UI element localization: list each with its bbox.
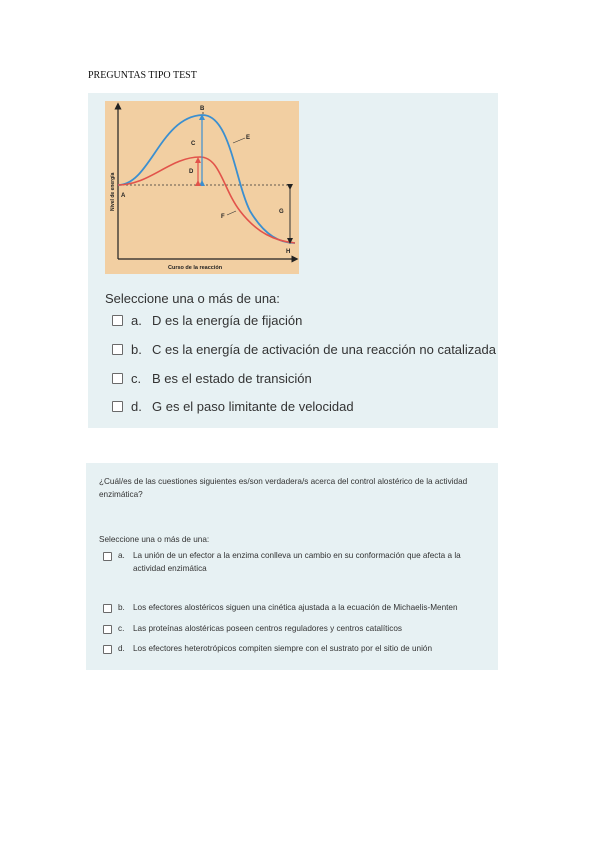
- option-text: Los efectores alostéricos siguen una cinética ajustada a la ecuación de Michaelis-Menten: [133, 603, 458, 612]
- question-card-1: [88, 93, 498, 428]
- checkbox[interactable]: [103, 604, 112, 613]
- y-axis-label: Nivel de energía: [110, 172, 116, 211]
- checkbox[interactable]: [112, 315, 123, 326]
- option-text: B es el estado de transición: [152, 370, 312, 386]
- label-g: G: [279, 209, 284, 215]
- option-letter: a.: [118, 551, 125, 560]
- checkbox[interactable]: [103, 625, 112, 634]
- checkbox[interactable]: [112, 373, 123, 384]
- checkbox[interactable]: [103, 645, 112, 654]
- label-d: D: [189, 169, 194, 175]
- label-c: C: [191, 141, 196, 147]
- option-letter: a.: [131, 312, 142, 328]
- option-letter: b.: [118, 603, 125, 612]
- label-f: F: [221, 214, 225, 220]
- label-b: B: [200, 106, 205, 112]
- question2-prompt: Seleccione una o más de una:: [99, 535, 210, 544]
- option-letter: d.: [131, 398, 142, 414]
- label-e: E: [246, 135, 251, 141]
- document-heading: PREGUNTAS TIPO TEST: [88, 70, 197, 81]
- label-h: H: [286, 249, 291, 255]
- question-card-2: [86, 463, 498, 670]
- option-text: La unión de un efector a la enzima conlleva un cambio en su conformación que afecta a la actividad enzimática: [133, 551, 461, 573]
- option-text: Las proteínas alostéricas poseen centros reguladores y centros catalíticos: [133, 624, 402, 633]
- option-letter: c.: [131, 370, 142, 386]
- option-text: C es la energía de activación de una reacción no catalizada: [152, 341, 496, 357]
- option-letter: c.: [118, 624, 125, 633]
- question1-prompt: Seleccione una o más de una:: [105, 291, 280, 306]
- x-axis-label: Curso de la reacción: [168, 265, 223, 271]
- question2-option-c[interactable]: [103, 622, 488, 635]
- option-letter: d.: [118, 644, 125, 653]
- checkbox[interactable]: [112, 344, 123, 355]
- question1-option-c[interactable]: [112, 369, 312, 387]
- question2-option-b[interactable]: [103, 601, 488, 614]
- question1-option-a[interactable]: [112, 311, 302, 329]
- pointer-f: [227, 211, 236, 215]
- option-text: D es la energía de fijación: [152, 312, 303, 328]
- checkbox[interactable]: [112, 401, 123, 412]
- option-letter: b.: [131, 341, 142, 357]
- option-text: G es el paso limitante de velocidad: [152, 398, 354, 414]
- question2-option-a[interactable]: [103, 549, 488, 575]
- energy-diagram: [105, 101, 299, 274]
- question1-option-b[interactable]: [112, 340, 496, 358]
- question2-text: ¿Cuál/es de las cuestiones siguientes es/son verdadera/s acerca del control alostérico de la actividad enzimática?: [99, 477, 468, 499]
- label-a: A: [121, 193, 126, 199]
- checkbox[interactable]: [103, 552, 112, 561]
- question1-option-d[interactable]: [112, 397, 354, 415]
- option-text: Los efectores heterotrópicos compiten siempre con el sustrato por el sitio de unión: [133, 644, 433, 653]
- pointer-e: [233, 138, 245, 143]
- question2-option-d[interactable]: [103, 642, 488, 655]
- catalyzed-curve: [118, 157, 295, 243]
